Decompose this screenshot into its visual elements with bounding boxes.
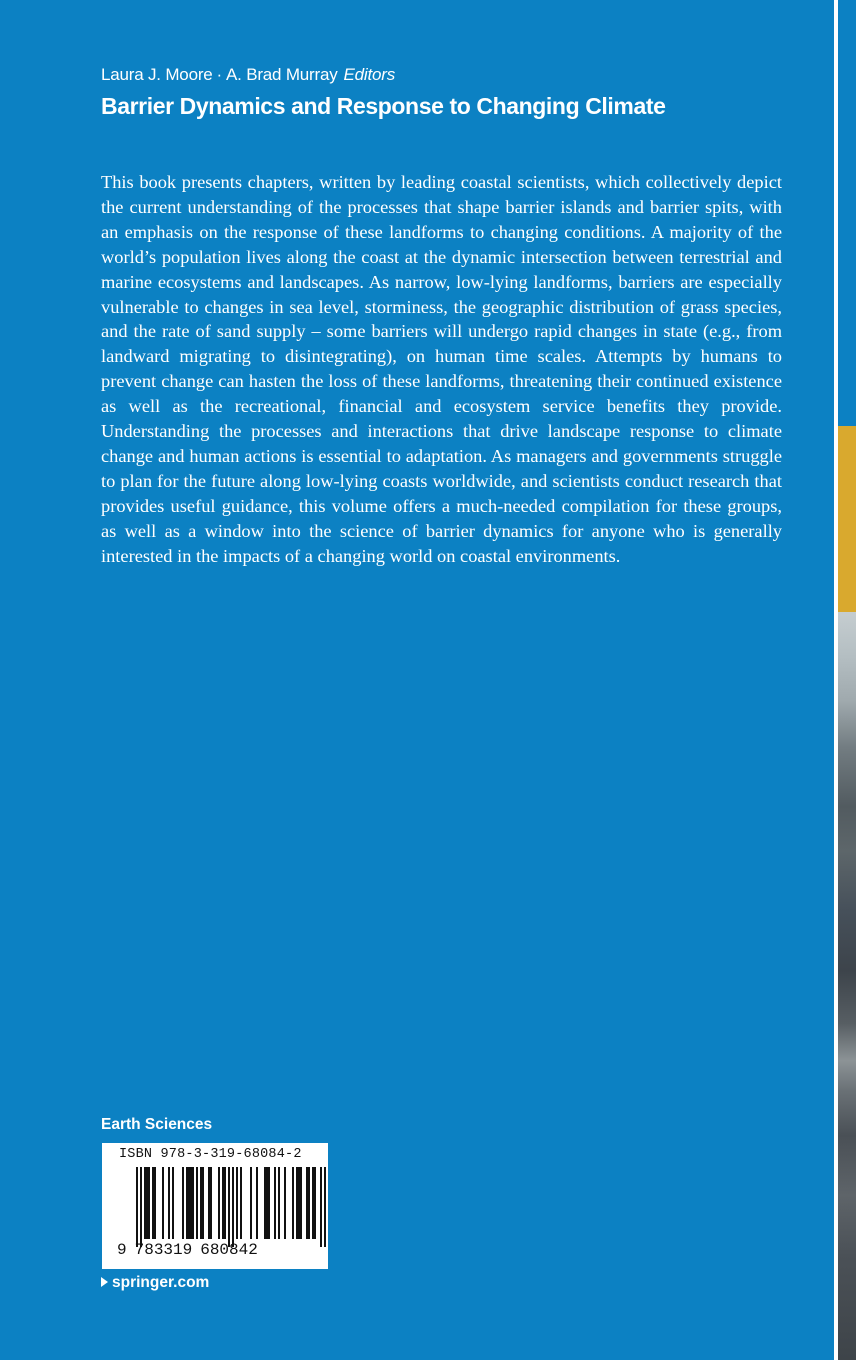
barcode-bar — [154, 1167, 156, 1239]
editor-separator: · — [216, 65, 223, 84]
barcode-bar — [146, 1167, 148, 1239]
barcode-bar — [168, 1167, 170, 1239]
barcode-bar — [264, 1167, 266, 1239]
barcode-bar — [284, 1167, 286, 1239]
barcode-bar — [292, 1167, 294, 1239]
arrow-right-icon — [101, 1277, 108, 1287]
barcode-bar — [300, 1167, 302, 1239]
barcode-bar — [196, 1167, 198, 1239]
subject-category: Earth Sciences — [101, 1116, 213, 1133]
barcode-bar — [268, 1167, 270, 1239]
ean-left-group: 783319 — [134, 1241, 193, 1259]
barcode-guard-bar — [228, 1167, 230, 1247]
barcode-guard-bar — [136, 1167, 138, 1247]
spine-photo-strip — [838, 612, 856, 1360]
barcode-bar — [224, 1167, 226, 1239]
barcode-bar — [182, 1167, 184, 1239]
editor-role: Editors — [343, 65, 396, 84]
barcode-bar — [278, 1167, 280, 1239]
publisher-website[interactable] — [101, 1274, 209, 1292]
editors-line — [101, 65, 395, 85]
barcode-bar — [192, 1167, 194, 1239]
book-title: Barrier Dynamics and Response to Changing Climate — [101, 93, 666, 119]
isbn-number: ISBN 978-3-319-68084-2 — [119, 1147, 302, 1162]
isbn-barcode — [102, 1143, 328, 1269]
barcode-bar — [190, 1167, 192, 1239]
book-description: This book presents chapters, written by leading coastal scientists, which collectively depict the current understanding of the processes that shape barrier islands and barrier spits, with an emphasis on the response of these landforms to changing conditions. A majority of the world’s population lives along the coast at the dynamic intersection between terrestrial and marine ecosystems and landscapes. As narrow, low-lying landforms, barriers are especially vulnerable to changes in sea level, storminess, the geographic distribution of grass species, and the rate of sand supply – some barriers will undergo rapid changes in state (e.g., from landward migrating to disintegrating), on human time scales. Attempts by humans to prevent change can hasten the loss of these landforms, threatening their continued existence as well as the recreational, financial and ecosystem service benefits they provide. Understanding the processes and interactions that drive landscape response to climate change and human actions is essential to adaptation. As managers and governments struggle to plan for the future along low-lying coasts worldwide, and scientists conduct research that provides useful guidance, this volume offers a much-needed compilation for these groups, as well as a window into the science of barrier dynamics for anyone who is generally interested in the impacts of a changing world on coastal environments. — [101, 172, 782, 566]
barcode-bar — [250, 1167, 252, 1239]
barcode-bar — [314, 1167, 316, 1239]
barcode-bar — [296, 1167, 298, 1239]
barcode-guard-bar — [232, 1167, 234, 1247]
barcode-bar — [144, 1167, 146, 1239]
barcode-bar — [306, 1167, 308, 1239]
barcode-bar — [162, 1167, 164, 1239]
barcode-bar — [200, 1167, 202, 1239]
barcode-bar — [240, 1167, 242, 1239]
editor-name: A. Brad Murray — [226, 65, 338, 84]
barcode-bar — [208, 1167, 210, 1239]
ean-right-group: 680842 — [200, 1241, 258, 1259]
barcode-bar — [186, 1167, 188, 1239]
barcode-bar — [188, 1167, 190, 1239]
barcode-bar — [312, 1167, 314, 1239]
barcode-bar — [152, 1167, 154, 1239]
barcode-bar — [218, 1167, 220, 1239]
website-label: springer.com — [112, 1274, 210, 1291]
barcode-guard-bar — [140, 1167, 142, 1247]
spine-accent-band — [838, 426, 856, 612]
barcode-bar — [148, 1167, 150, 1239]
editor-name: Laura J. Moore — [101, 65, 213, 84]
barcode-guard-bar — [320, 1167, 322, 1247]
barcode-bar — [256, 1167, 258, 1239]
barcode-bar — [274, 1167, 276, 1239]
barcode-bar — [172, 1167, 174, 1239]
barcode-bar — [298, 1167, 300, 1239]
barcode-bar — [266, 1167, 268, 1239]
ean-first-digit: 9 — [117, 1241, 127, 1259]
ean-digits — [117, 1241, 258, 1259]
barcode-guard-bar — [324, 1167, 326, 1247]
barcode-bar — [222, 1167, 224, 1239]
barcode-bar — [210, 1167, 212, 1239]
barcode-bar — [202, 1167, 204, 1239]
barcode-bar — [236, 1167, 238, 1239]
barcode-bar — [308, 1167, 310, 1239]
